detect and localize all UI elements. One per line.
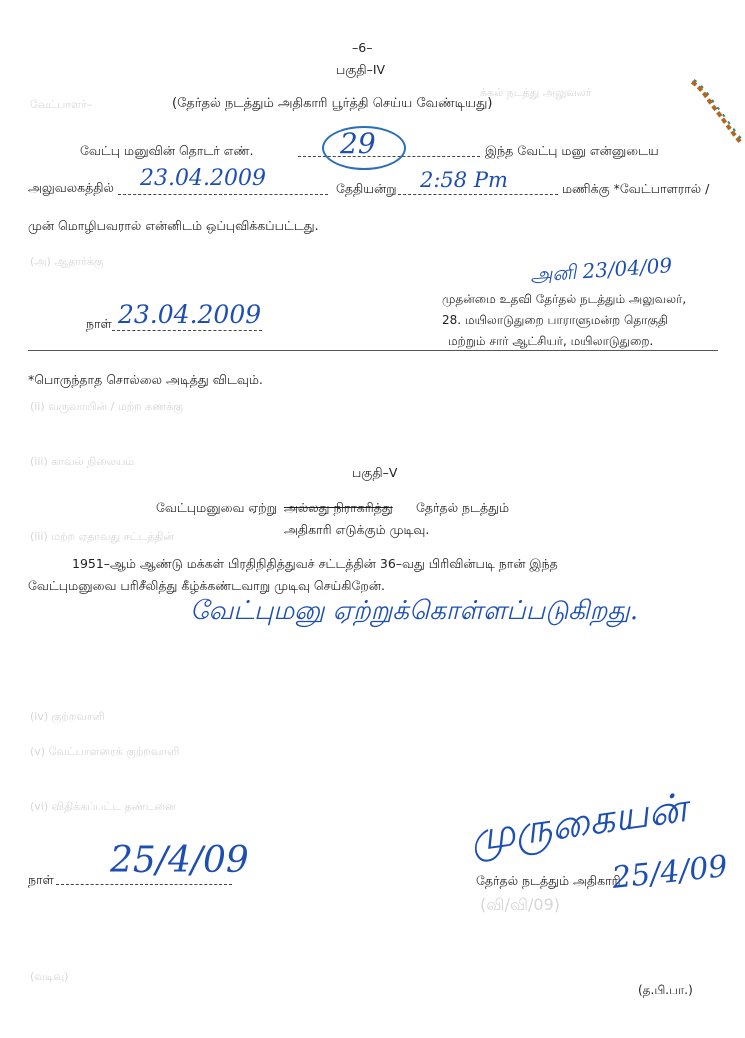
serial-number-value: 29 — [340, 127, 376, 160]
bleed-through-text: (vi) விதிக்கப்பட்ட தண்டனை — [30, 800, 176, 813]
bleed-through-text: (iii) மற்ற ஏதாவது சட்டத்தின் — [30, 530, 175, 543]
part5-title-struck: அல்லது நிராகரித்து — [284, 500, 393, 515]
bleed-through-text: க்கல் நடத்து அலுவலர் — [480, 86, 592, 99]
received-date-value: 23.04.2009 — [140, 166, 266, 191]
part5-title-start: வேட்புமனுவை ஏற்று — [156, 500, 278, 515]
please-turn-over: (த.பி.பா.) — [638, 983, 693, 997]
part5-heading: பகுதி–V — [352, 465, 398, 480]
submitted-by-text: முன் மொழிபவரால் என்னிடம் ஒப்புவிக்கப்பட்டது. — [28, 218, 319, 233]
bleed-through-text: (வடிவு) — [30, 970, 69, 983]
part5-title-end: தேர்தல் நடத்தும் — [416, 500, 510, 515]
bleed-through-text: (வி/வி/09) — [480, 895, 561, 914]
bleed-through-text: (v) வேட்பாளரைக் குற்றவாளி — [30, 745, 180, 758]
part5-title-line2: அதிகாரி எடுக்கும் முடிவு. — [284, 522, 430, 537]
section-divider — [28, 350, 718, 351]
bleed-through-text: (iii) காவல் நிலையம் — [30, 455, 135, 468]
part4-date-value: 23.04.2009 — [118, 300, 262, 329]
decision-text: வேட்புமனு ஏற்றுக்கொள்ளப்படுகிறது. — [190, 596, 639, 626]
page-number: –6– — [352, 40, 373, 55]
part4-note: (தேர்தல் நடத்தும் அதிகாரி பூர்த்தி செய்ய வேண்டியது) — [172, 96, 493, 111]
bleed-through-text: வேட்பாளர்– — [30, 98, 93, 111]
officer-designation-line3: மற்றும் சார் ஆட்சியர், மயிலாடுதுறை. — [448, 334, 654, 348]
part5-body-line1: 1951–ஆம் ஆண்டு மக்கள் பிரதிநிதித்துவச் சட்டத்தின் 36–வது பிரிவின்படி நான் இந்த — [72, 556, 558, 571]
signature-date: 25/4/09 — [610, 849, 730, 896]
time-suffix-label: மணிக்கு *வேட்பாளரால் / — [562, 181, 710, 196]
bleed-through-text: (iv) குற்றவாளி — [30, 710, 105, 723]
bleed-through-text: (ii) வருவாயின் / மற்ற கணக்கு — [30, 400, 183, 413]
line1-continuation: இந்த வேட்பு மனு என்னுடைய — [485, 143, 659, 158]
part5-date-underline — [56, 884, 232, 885]
part4-date-underline — [112, 330, 262, 331]
binding-thread-icon — [690, 78, 745, 148]
officer-designation-line2: 28. மயிலாடுதுறை பாராளுமன்ற தொகுதி — [442, 313, 668, 327]
office-label: அலுவலகத்தில் — [28, 180, 114, 195]
part5-body-line2: வேட்புமனுவை பரிசீலித்து கீழ்க்கண்டவாறு முடிவு செய்கிறேன். — [28, 578, 385, 593]
bleed-through-text: (அ) ஆதார்க்கு — [30, 255, 104, 268]
officer-designation-line1: முதன்மை உதவி தேர்தல் நடத்தும் அலுவலர், — [442, 292, 687, 306]
part4-heading: பகுதி–IV — [336, 62, 386, 77]
footnote: *பொருந்தாத சொல்லை அடித்து விடவும். — [28, 372, 263, 387]
received-time-underline — [398, 194, 558, 195]
part4-date-label: நாள் — [86, 316, 112, 331]
date-suffix-label: தேதியன்று — [336, 181, 397, 196]
part5-date-value: 25/4/09 — [110, 840, 249, 881]
returning-officer-signature: முருகையன் — [467, 785, 690, 861]
returning-officer-label: தேர்தல் நடத்தும் அதிகாரி — [476, 873, 621, 888]
received-date-underline — [118, 194, 328, 195]
serial-number-label: வேட்பு மனுவின் தொடர் எண். — [80, 143, 254, 158]
part5-date-label: நாள் — [28, 872, 54, 887]
officer-initials: அனி 23/04/09 — [529, 253, 673, 287]
received-time-value: 2:58 Pm — [420, 168, 508, 192]
